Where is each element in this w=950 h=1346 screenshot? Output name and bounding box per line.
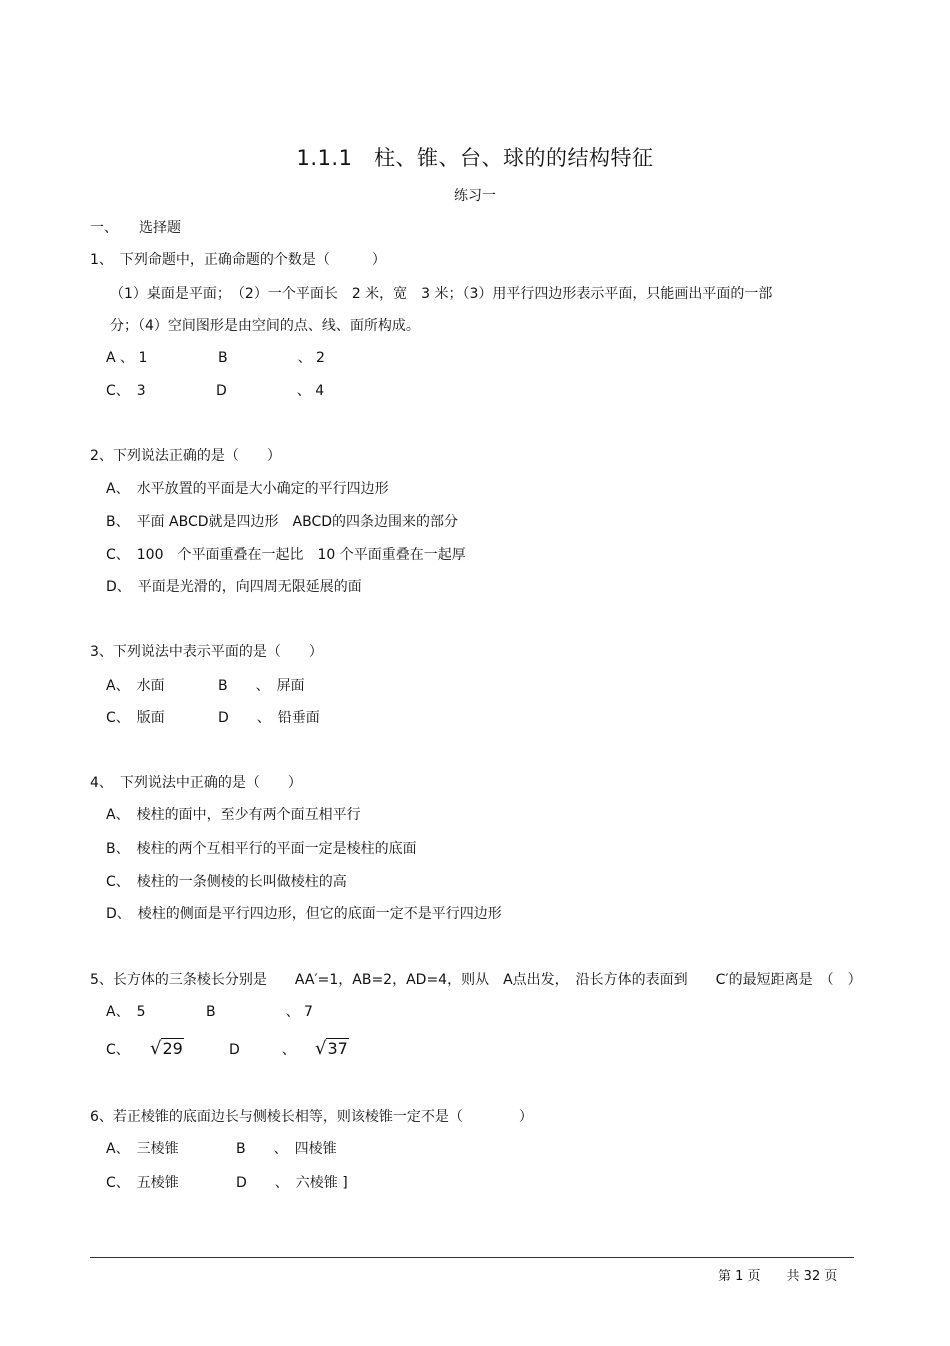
question-3-option-b: B 、 屏面 bbox=[218, 678, 305, 694]
question-2-option-c: C、 100 个平面重叠在一起比 10 个平面重叠在一起厚 bbox=[106, 547, 466, 563]
question-2-option-a: A、 水平放置的平面是大小确定的平行四边形 bbox=[106, 481, 389, 497]
question-5-option-a: A、 5 bbox=[106, 1004, 146, 1020]
question-4-stem: 4、 下列说法中正确的是（ ） bbox=[90, 775, 302, 791]
question-5-option-c-label: C、 bbox=[106, 1042, 130, 1058]
question-1-option-a: A 、 1 bbox=[106, 350, 148, 366]
question-3-stem: 3、下列说法中表示平面的是（ ） bbox=[90, 644, 323, 660]
question-1-stem: 1、 下列命题中，正确命题的个数是（ ） bbox=[90, 252, 386, 268]
question-1-option-d: D 、 4 bbox=[216, 383, 325, 399]
footer-divider bbox=[90, 1257, 854, 1258]
question-6-option-c: C、 五棱锥 bbox=[106, 1175, 179, 1191]
page-title: 1.1.1 柱、锥、台、球的的结构特征 bbox=[296, 146, 654, 170]
question-2-option-d: D、 平面是光滑的，向四周无限延展的面 bbox=[106, 579, 362, 595]
question-1-stem-line2: （1）桌面是平面； （2）一个平面长 2 米，宽 3 米；（3）用平行四边形表示平面，只能画出平面的一部 bbox=[110, 286, 773, 302]
question-1-stem-line3: 分；（4）空间图形是由空间的点、线、面所构成。 bbox=[110, 318, 420, 334]
question-5-option-d-value bbox=[315, 1038, 349, 1059]
question-6-option-b: B 、 四棱锥 bbox=[236, 1141, 337, 1157]
question-1-option-c: C、 3 bbox=[106, 383, 146, 399]
question-4-option-d: D、 棱柱的侧面是平行四边形，但它的底面一定不是平行四边形 bbox=[106, 906, 502, 922]
question-4-option-c: C、 棱柱的一条侧棱的长叫做棱柱的高 bbox=[106, 874, 347, 890]
question-5-option-c-radicand: 29 bbox=[162, 1039, 183, 1058]
question-4-option-b: B、 棱柱的两个互相平行的平面一定是棱柱的底面 bbox=[106, 841, 417, 857]
question-6-option-d: D 、 六棱锥 ] bbox=[236, 1175, 348, 1191]
question-2-option-b: B、 平面 ABCD就是四边形 ABCD的四条边围来的部分 bbox=[106, 514, 459, 530]
question-6-stem: 6、若正棱锥的底面边长与侧棱长相等，则该棱锥一定不是（ ） bbox=[90, 1109, 533, 1125]
question-4-option-a: A、 棱柱的面中，至少有两个面互相平行 bbox=[106, 807, 361, 823]
question-3-option-d: D 、 铅垂面 bbox=[218, 710, 320, 726]
question-3-option-c: C、 版面 bbox=[106, 710, 165, 726]
section-heading: 一、 选择题 bbox=[90, 220, 181, 236]
page-subtitle: 练习一 bbox=[454, 188, 496, 204]
question-6-option-a: A、 三棱锥 bbox=[106, 1141, 179, 1157]
question-5-option-d-radicand: 37 bbox=[327, 1039, 348, 1058]
sqrt-icon: √ bbox=[315, 1038, 327, 1059]
question-5-option-d-label: D 、 bbox=[229, 1042, 296, 1058]
question-5-stem: 5、长方体的三条棱长分别是 AA′=1，AB=2，AD=4，则从 A点出发， 沿长方体的表面到 C′的最短距离是 （ ） bbox=[90, 972, 862, 988]
page-footer: 第 1 页 共 32 页 bbox=[718, 1269, 838, 1284]
question-5-option-c-value bbox=[150, 1038, 184, 1059]
question-5-option-b: B 、 7 bbox=[206, 1004, 313, 1020]
question-3-option-a: A、 水面 bbox=[106, 678, 165, 694]
question-1-option-b: B 、 2 bbox=[218, 350, 325, 366]
question-2-stem: 2、下列说法正确的是（ ） bbox=[90, 448, 281, 464]
sqrt-icon: √ bbox=[150, 1038, 162, 1059]
